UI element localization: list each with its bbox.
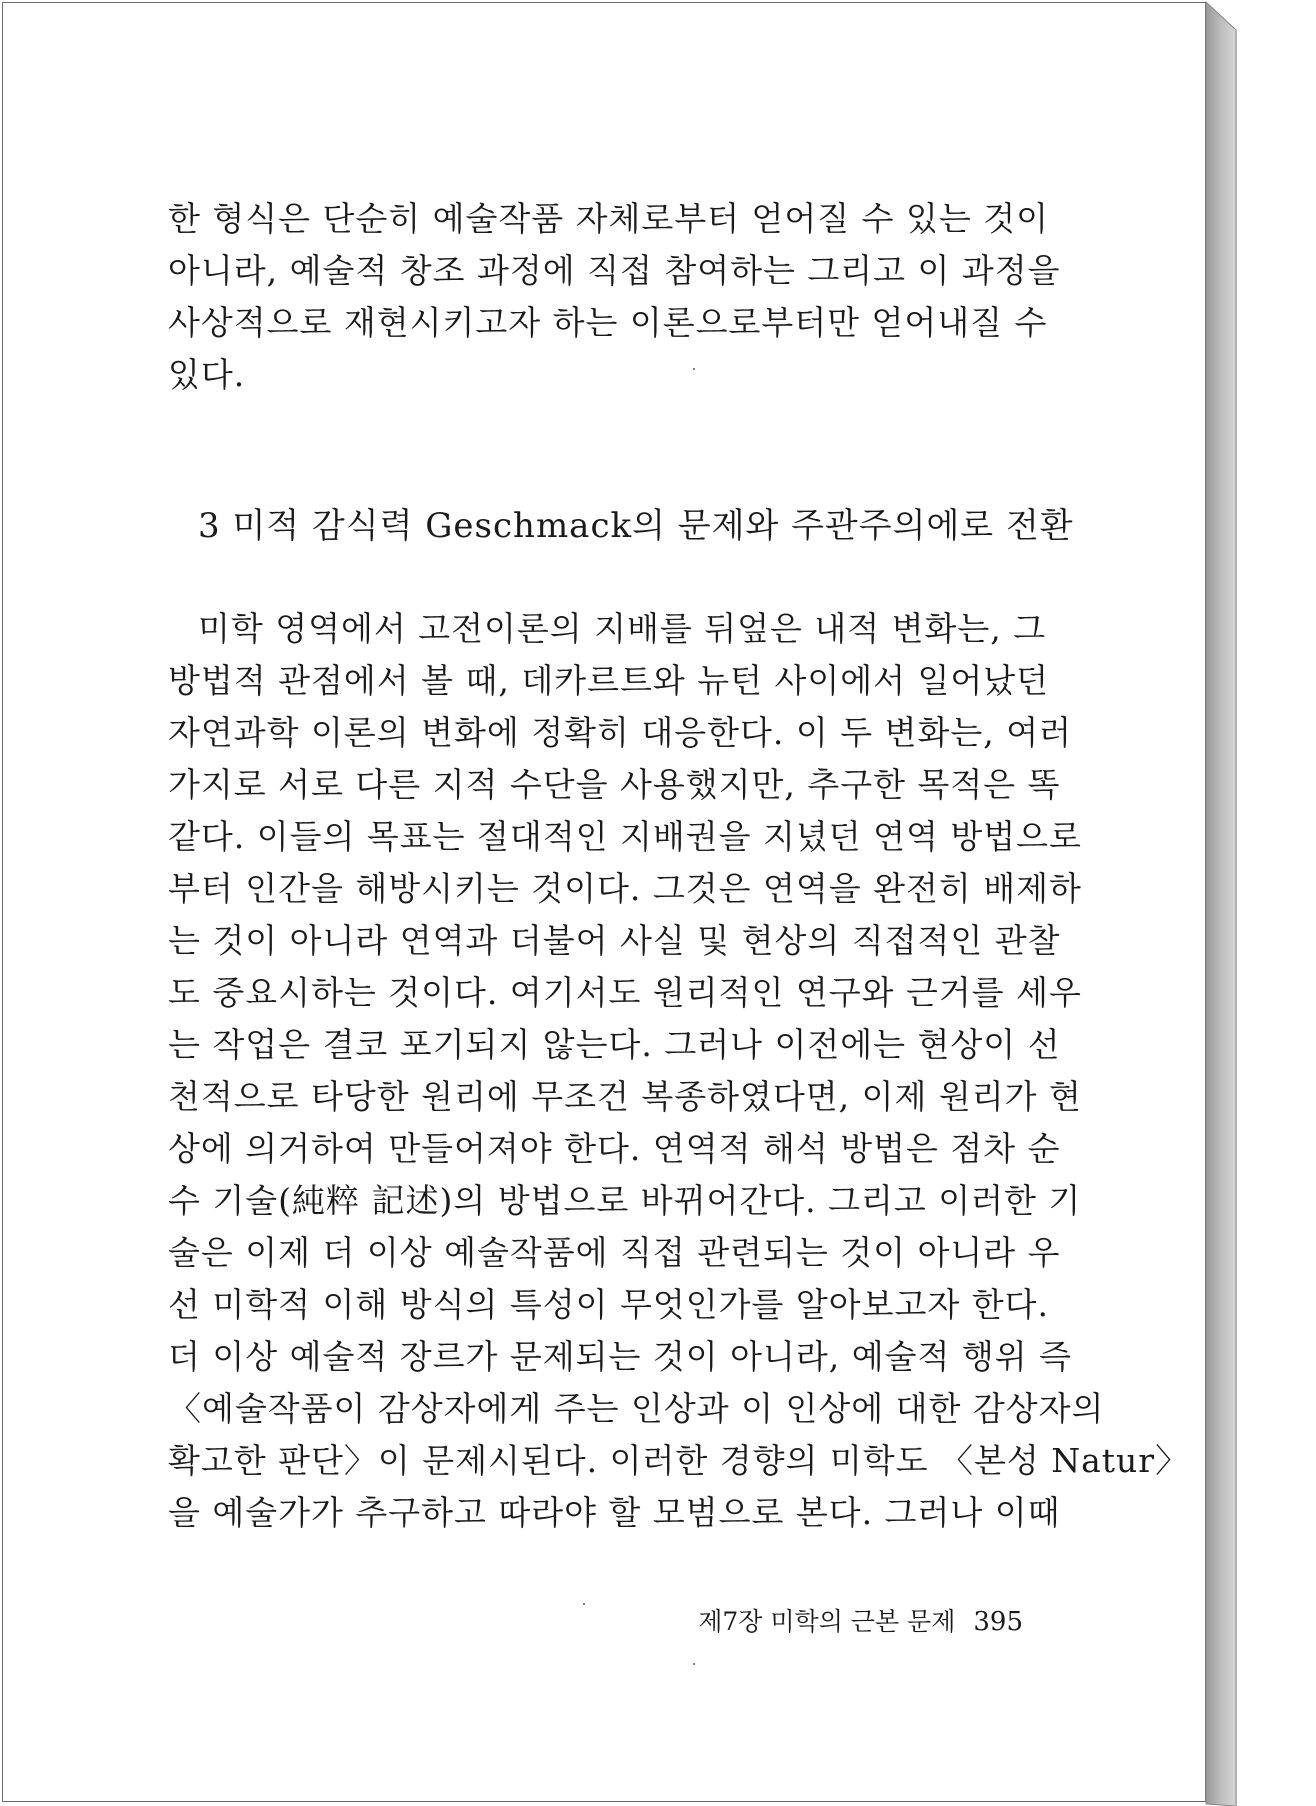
scan-speck: [693, 1663, 695, 1665]
running-head: 제7장 미학의 근본 문제: [698, 1607, 956, 1636]
text-line: 술은 이제 더 이상 예술작품에 직접 관련되는 것이 아니라 우: [168, 1233, 1061, 1272]
text-line: 확고한 판단〉이 문제시된다. 이러한 경향의 미학도 〈본성 Natur〉: [168, 1441, 1190, 1480]
section-heading: 3 미적 감식력 Geschmack의 문제와 주관주의에로 전환: [198, 506, 1074, 546]
text-line: 아니라, 예술적 창조 과정에 직접 참여하는 그리고 이 과정을: [168, 251, 1061, 290]
scan-speck: [583, 1603, 585, 1605]
text-line: 미학 영역에서 고전이론의 지배를 뒤엎은 내적 변화는, 그: [198, 609, 1047, 648]
text-line: 선 미학적 이해 방식의 특성이 무엇인가를 알아보고자 한다.: [168, 1285, 1049, 1324]
page-footer: [658, 1602, 1023, 1638]
text-line: 을 예술가가 추구하고 따라야 할 모범으로 본다. 그러나 이때: [168, 1493, 1061, 1532]
text-line: 는 것이 아니라 연역과 더불어 사실 및 현상의 직접적인 관찰: [168, 921, 1061, 960]
text-line: 가지로 서로 다른 지적 수단을 사용했지만, 추구한 목적은 똑: [168, 765, 1061, 804]
text-line: 는 작업은 결코 포기되지 않는다. 그러나 이전에는 현상이 선: [168, 1025, 1061, 1064]
text-line: 사상적으로 재현시키고자 하는 이론으로부터만 얻어내질 수: [168, 303, 1048, 342]
text-line: 도 중요시하는 것이다. 여기서도 원리적인 연구와 근거를 세우: [168, 973, 1082, 1012]
text-line: 같다. 이들의 목표는 절대적인 지배권을 지녔던 연역 방법으로: [168, 817, 1082, 856]
text-line: 상에 의거하여 만들어져야 한다. 연역적 해석 방법은 점차 순: [168, 1129, 1061, 1168]
text-line: 있다.: [168, 355, 246, 394]
text-line: 천적으로 타당한 원리에 무조건 복종하였다면, 이제 원리가 현: [168, 1077, 1082, 1116]
text-line: 한 형식은 단순히 예술작품 자체로부터 얻어질 수 있는 것이: [168, 199, 1049, 238]
text-line: 부터 인간을 해방시키는 것이다. 그것은 연역을 완전히 배제하: [168, 869, 1082, 908]
text-line: 자연과학 이론의 변화에 정확히 대응한다. 이 두 변화는, 여러: [168, 713, 1072, 752]
book-page: [2, 2, 1206, 1802]
text-line: 〈예술작품이 감상자에게 주는 인상과 이 인상에 대한 감상자의: [168, 1389, 1105, 1428]
page-number: 395: [973, 1607, 1023, 1637]
text-line: 방법적 관점에서 볼 때, 데카르트와 뉴턴 사이에서 일어났던: [168, 661, 1049, 700]
page-edge-shadow: [1196, 0, 1260, 1806]
text-line: 수 기술(純粹 記述)의 방법으로 바뀌어간다. 그리고 이러한 기: [168, 1181, 1082, 1220]
text-line: 더 이상 예술적 장르가 문제되는 것이 아니라, 예술적 행위 즉: [168, 1337, 1072, 1376]
scan-speck: [693, 368, 695, 370]
